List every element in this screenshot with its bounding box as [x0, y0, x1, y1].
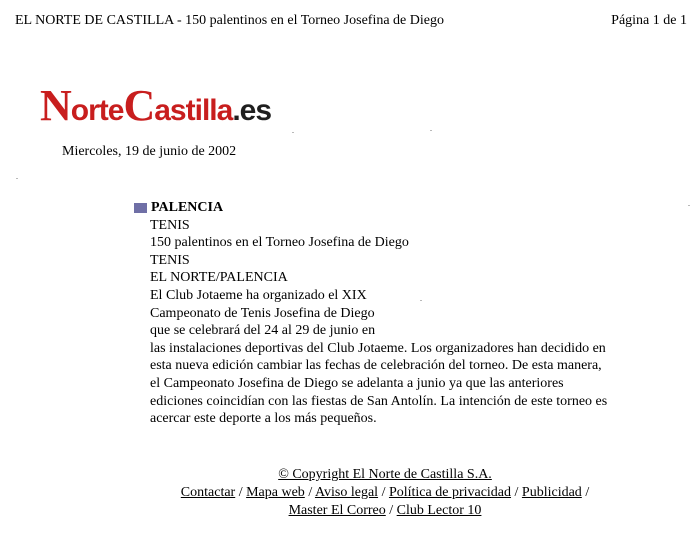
footer-links-row-2	[140, 502, 630, 520]
section-heading	[134, 199, 614, 217]
privacidad-link[interactable]: Política de privacidad	[388, 485, 512, 500]
scan-speck	[688, 205, 690, 206]
footer-links-row-1	[140, 484, 630, 502]
logo-text-astilla: astilla	[154, 94, 233, 127]
link-separator: /	[238, 485, 243, 500]
mapa-web-link[interactable]: Mapa web	[246, 485, 305, 500]
scan-speck	[292, 132, 294, 133]
print-header	[15, 12, 687, 30]
link-separator: /	[308, 485, 313, 500]
page-indicator: Página 1 de 1	[611, 13, 687, 28]
club-lector-link[interactable]: Club Lector 10	[396, 503, 482, 518]
article-lead-line-3: que se celebrará del 24 al 29 de junio en	[150, 323, 376, 339]
article-kicker: TENIS	[150, 217, 190, 233]
link-separator: /	[381, 485, 386, 500]
contactar-link[interactable]: Contactar	[180, 485, 236, 500]
article-lead-line-1: El Club Jotaeme ha organizado el XIX	[150, 287, 367, 303]
article-body	[134, 217, 614, 428]
logo-text-domain: .es	[232, 94, 272, 127]
article-lead-line-2: Campeonato de Tenis Josefina de Diego	[150, 305, 375, 321]
site-logo	[40, 81, 272, 130]
footer	[140, 466, 630, 520]
section-label: PALENCIA	[151, 200, 224, 215]
scan-speck	[430, 130, 432, 131]
publicidad-link[interactable]: Publicidad	[521, 485, 582, 500]
aviso-legal-link[interactable]: Aviso legal	[314, 485, 379, 500]
article-byline: EL NORTE/PALENCIA	[150, 270, 288, 286]
logo-letter-c: C	[123, 81, 155, 130]
copyright-link[interactable]: © Copyright El Norte de Castilla S.A.	[278, 467, 492, 482]
scan-speck	[16, 178, 18, 179]
article	[134, 199, 614, 428]
article-headline: 150 palentinos en el Torneo Josefina de Diego	[150, 235, 409, 251]
logo-letter-n: N	[40, 81, 71, 130]
article-paragraph: las instalaciones deportivas del Club Jotaeme. Los organizadores han decidido en esta nueva edición cambiar las fechas de celebración del torneo. De esta manera, el Campeonato Josefina de Diego se adelanta a junio ya que las anteriores ediciones coincidían con las fiestas de San Antolín. La intención de este torneo es acercar este deporte a los más pequeños.	[150, 340, 608, 427]
print-header-title: EL NORTE DE CASTILLA - 150 palentinos en el Torneo Josefina de Diego	[15, 13, 444, 28]
link-separator: /	[389, 503, 394, 518]
link-separator: /	[585, 485, 590, 500]
footer-copyright-row	[140, 466, 630, 484]
logo-text-orte: orte	[70, 94, 124, 127]
square-bullet-icon	[134, 203, 147, 213]
scan-speck	[420, 300, 422, 301]
master-el-correo-link[interactable]: Master El Correo	[288, 503, 386, 518]
publication-date: Miercoles, 19 de junio de 2002	[62, 144, 237, 159]
article-kicker-repeat: TENIS	[150, 252, 190, 268]
link-separator: /	[514, 485, 519, 500]
